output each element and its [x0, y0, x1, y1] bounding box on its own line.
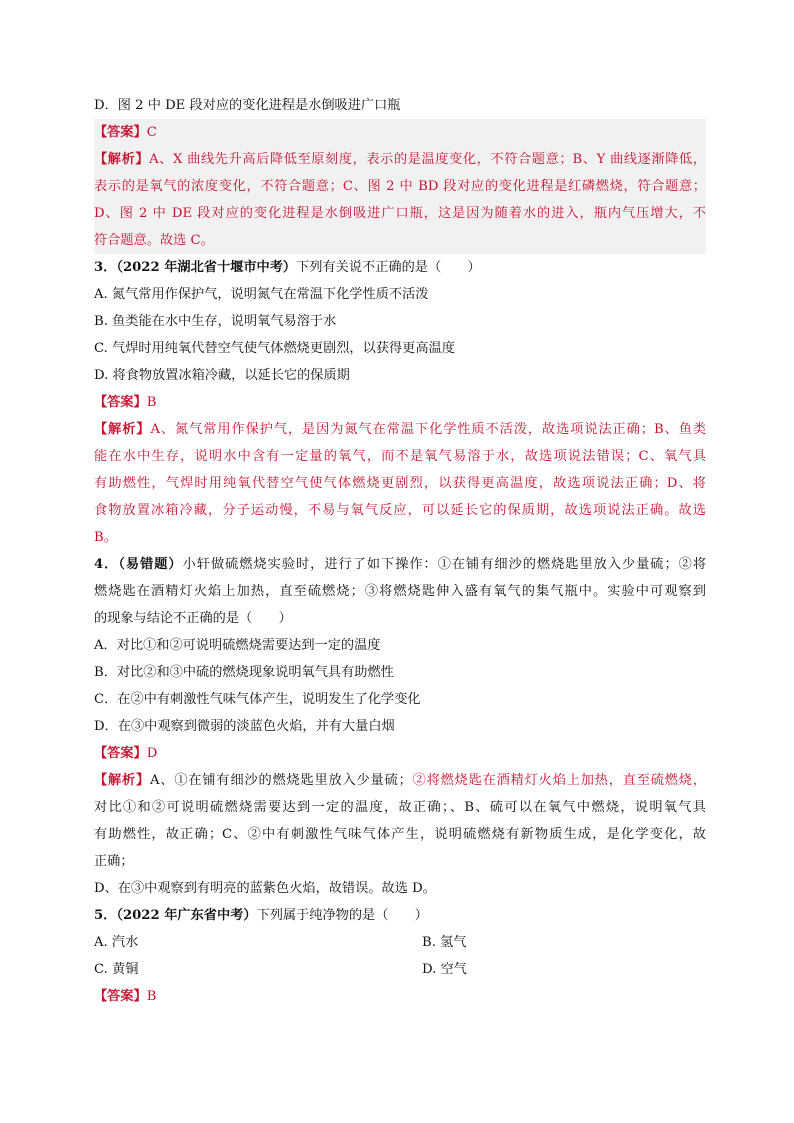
q4-analysis [94, 767, 706, 902]
answer-label: 【答案】 [94, 746, 147, 761]
analysis-text: A、X 曲线先升高后降低至原刻度，表示的是温度变化，不符合题意；B、Y 曲线逐渐降低， [149, 152, 706, 167]
question-text: 下列属于纯净物的是（ ） [256, 908, 428, 923]
q4-option: D．在③中观察到微弱的淡蓝色火焰，并有大量白烟 [94, 719, 395, 734]
q4-analysis-line: 有助燃性，故正确；C、②中有刺激性气味气体产生，说明硫燃烧有新物质生成，是化学变化，故 [94, 827, 706, 842]
q4-analysis-line [94, 767, 706, 794]
question-text: 下列有关说不正确的是（ ） [296, 260, 481, 275]
q2-analysis [94, 146, 706, 254]
analysis-text: A、氮气常用作保护气，是因为氮气在常温下化学性质不活泼，故选项说法正确；B、鱼类 [150, 422, 707, 437]
analysis-label: 【解析】 [94, 773, 151, 788]
q5-option: B. 氢气 [422, 935, 467, 950]
answer-label: 【答案】 [94, 989, 147, 1004]
q3-analysis-line: 能在水中生存，说明水中含有一定量的氧气，而不是氧气易溶于水，故选项说法错误；C、氧气具 [94, 449, 706, 464]
q3-analysis-line: 食物放置冰箱冷藏，分子运动慢，不易与氧气反应，可以延长它的保质期，故选项说法正确。故选 [94, 503, 706, 518]
q4-stem [94, 551, 706, 578]
q3-option: C. 气焊时用纯氧代替空气使气体燃烧更剧烈，以获得更高温度 [94, 341, 455, 356]
q4-answer [94, 740, 706, 767]
answer-label: 【答案】 [94, 395, 147, 410]
document-page [94, 88, 706, 1010]
q5-stem [94, 902, 706, 929]
q2-analysis-line: 符合题意。故选 C。 [94, 233, 214, 248]
q4-analysis-line: 正确； [94, 854, 134, 869]
q3-analysis-line: 有助燃性，气焊时用纯氧代替空气使气体燃烧更剧烈，以获得更高温度，故选项说法正确；D、将 [94, 476, 706, 491]
answer-label: 【答案】 [94, 125, 147, 140]
q4-analysis-line: 对比①和②可说明硫燃烧需要达到一定的温度，故正确；、B、硫可以在氧气中燃烧，说明氧气具 [94, 800, 706, 815]
q2-option-d: D．图 2 中 DE 段对应的变化进程是水倒吸进广口瓶 [94, 98, 401, 113]
q3-analysis [94, 416, 706, 551]
q4-option: B．对比②和③中硫的燃烧现象说明氧气具有助燃性 [94, 665, 394, 680]
q3-option: A. 氮气常用作保护气，说明氮气在常温下化学性质不活泼 [94, 287, 429, 302]
q5-option: D. 空气 [422, 962, 467, 977]
q4-stem-line: 燃烧匙在酒精灯火焰上加热，直至硫燃烧；③将燃烧匙伸入盛有氧气的集气瓶中。实验中可观察到 [94, 584, 706, 599]
analysis-label: 【解析】 [94, 152, 150, 167]
q3-option: B. 鱼类能在水中生存，说明氧气易溶于水 [94, 314, 337, 329]
q2-answer [94, 119, 706, 146]
question-source: 3．（2022 年湖北省十堰市中考） [94, 260, 297, 275]
q2-analysis-line: D、图 2 中 DE 段对应的变化进程是水倒吸进广口瓶，这是因为随着水的进入，瓶内气压增大，不 [94, 206, 706, 221]
q4-option: C．在②中有刺激性气味气体产生，说明发生了化学变化 [94, 692, 421, 707]
q4-analysis-line: D、在③中观察到有明亮的蓝紫色火焰，故错误。故选 D。 [94, 881, 436, 896]
q4-option: A．对比①和②可说明硫燃烧需要达到一定的温度 [94, 638, 381, 653]
q3-analysis-line: B。 [94, 530, 117, 545]
answer-value: D [146, 746, 158, 761]
question-text: 小轩做硫燃烧实验时，进行了如下操作：①在铺有细沙的燃烧匙里放入少量硫；②将 [182, 557, 707, 572]
analysis-text-highlight: ②将燃烧匙在酒精灯火焰上加热，直至硫燃烧， [411, 773, 706, 788]
q2-analysis-line [94, 146, 706, 173]
q2-answer-block [94, 119, 706, 254]
q5-answer [94, 983, 706, 1010]
question-source: 5．（2022 年广东省中考） [94, 908, 257, 923]
q5-option: C. 黄铜 [94, 962, 139, 977]
q5-option-row [94, 929, 706, 956]
answer-value: C [146, 125, 157, 140]
q3-stem [94, 254, 706, 281]
q2-analysis-line: 表示的是氧气的浓度变化，不符合题意；C、图 2 中 BD 段对应的变化进程是红磷燃烧，符合题意； [94, 179, 706, 194]
q3-option: D. 将食物放置冰箱冷藏，以延长它的保质期 [94, 368, 350, 383]
analysis-label: 【解析】 [94, 422, 151, 437]
q3-analysis-line [94, 416, 706, 443]
answer-value: B [146, 989, 157, 1004]
q4-stem-line: 的现象与结论不正确的是（ ） [94, 611, 292, 626]
answer-value: B [146, 395, 157, 410]
q5-option: A. 汽水 [94, 935, 139, 950]
q5-option-row [94, 956, 706, 983]
question-source: 4．（易错题） [94, 557, 183, 572]
q3-answer [94, 389, 706, 416]
analysis-text: A、①在铺有细沙的燃烧匙里放入少量硫； [150, 773, 412, 788]
